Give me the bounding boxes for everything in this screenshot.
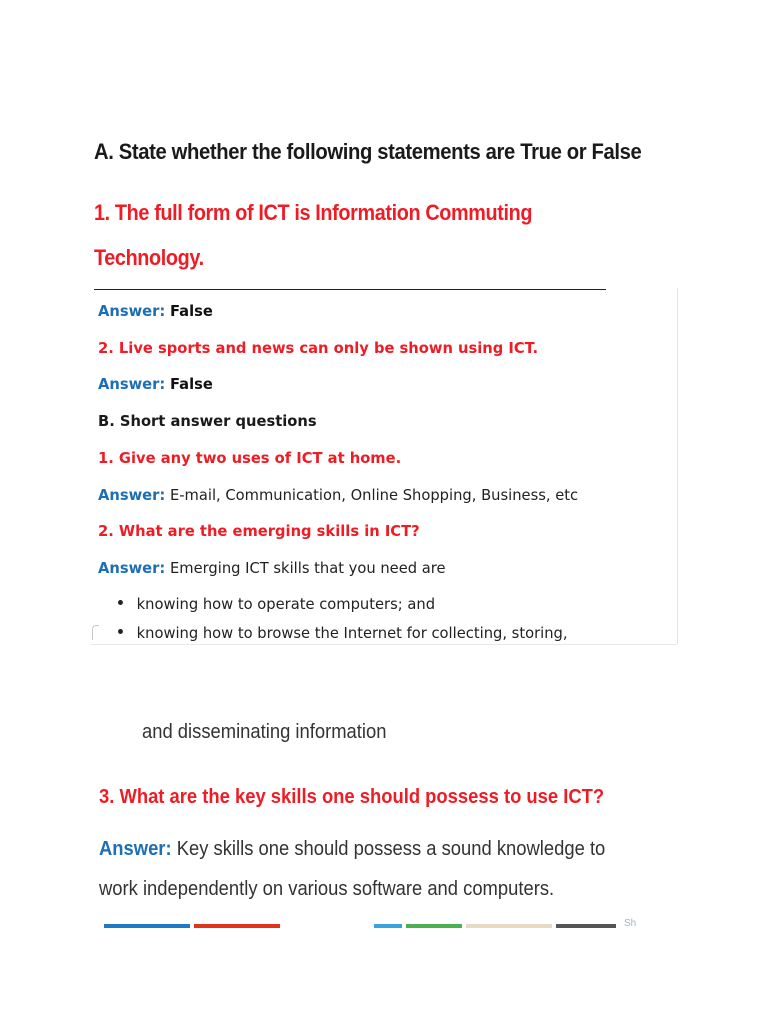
share-button-whatsapp[interactable] [406,924,462,928]
question-3: 3. What are the key skills one should possess to use ICT? [99,786,605,808]
answer-3-line-1 [99,838,605,861]
share-button-google[interactable] [194,924,280,928]
answer-label: Answer: [98,486,166,504]
answer-3-line-2: work independently on various software and computers. [99,878,555,900]
answer-2 [98,375,213,393]
list-item-text: knowing how to browse the Internet for collecting, storing, [136,624,568,642]
answer-label: Answer: [98,559,166,577]
answer-1 [98,302,213,320]
list-continuation: and disseminating information [142,721,387,743]
short-answer-2 [98,559,446,577]
answer-1-value: False [169,302,213,320]
question-1-line-1: 1. The full form of ICT is Information Commuting [94,200,533,225]
list-item [118,595,435,613]
short-answer-1 [98,486,578,504]
share-button-more[interactable] [556,924,616,928]
short-answer-1-value: E-mail, Communication, Online Shopping, Business, etc [169,486,579,504]
answer-label: Answer: [98,302,166,320]
crop-mark [92,625,99,640]
share-button-blank[interactable] [284,924,370,928]
question-1-line-2: Technology. [94,245,204,270]
list-item-text: knowing how to operate computers; and [136,595,436,613]
share-button-other[interactable] [466,924,552,928]
answer-2-value: False [169,375,213,393]
answer-label: Answer: [99,838,172,860]
bullet-icon [118,600,123,605]
share-label: Sh [624,918,637,929]
divider-line [94,289,606,290]
bullet-icon [118,629,123,634]
share-button-facebook[interactable] [104,924,190,928]
short-answer-2-value: Emerging ICT skills that you need are [169,559,446,577]
short-question-2: 2. What are the emerging skills in ICT? [98,522,420,540]
short-question-1: 1. Give any two uses of ICT at home. [98,449,402,467]
answer-3-text: Key skills one should possess a sound knowledge to [176,838,606,860]
answer-label: Answer: [98,375,166,393]
question-2: 2. Live sports and news can only be shown using ICT. [98,339,539,357]
section-b-heading: B. Short answer questions [98,412,317,430]
share-button-twitter[interactable] [374,924,402,928]
share-bar [104,924,649,928]
section-a-heading: A. State whether the following statements are True or False [94,139,642,164]
list-item [118,624,568,642]
